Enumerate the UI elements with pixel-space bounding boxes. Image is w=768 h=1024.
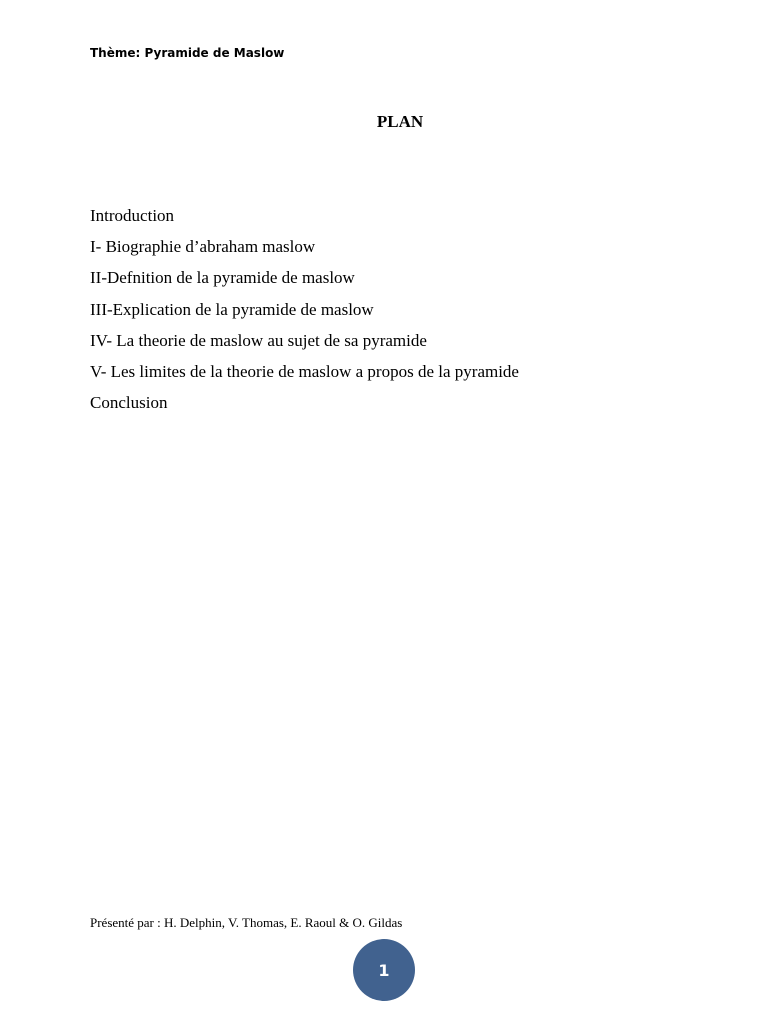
footer-presenters: Présenté par : H. Delphin, V. Thomas, E. Raoul & O. Gildas: [90, 915, 403, 930]
toc-item-theorie: IV- La theorie de maslow au sujet de sa pyramide: [90, 330, 427, 350]
page-number: 1: [378, 960, 390, 980]
table-of-contents: [90, 200, 519, 418]
toc-item-introduction: Introduction: [90, 206, 175, 225]
plan-title: PLAN: [376, 112, 424, 131]
toc-item-conclusion: Conclusion: [90, 393, 168, 413]
toc-item-definition: II-Defnition de la pyramide de maslow: [90, 268, 355, 288]
header-theme: Thème: Pyramide de Maslow: [90, 46, 285, 60]
toc-item-biographie: I- Biographie d’abraham maslow: [90, 237, 316, 257]
toc-item-limites: V- Les limites de la theorie de maslow a propos de la pyramide: [90, 362, 519, 382]
page-number-badge: [353, 939, 415, 1001]
toc-item-explication: III-Explication de la pyramide de maslow: [90, 299, 374, 319]
